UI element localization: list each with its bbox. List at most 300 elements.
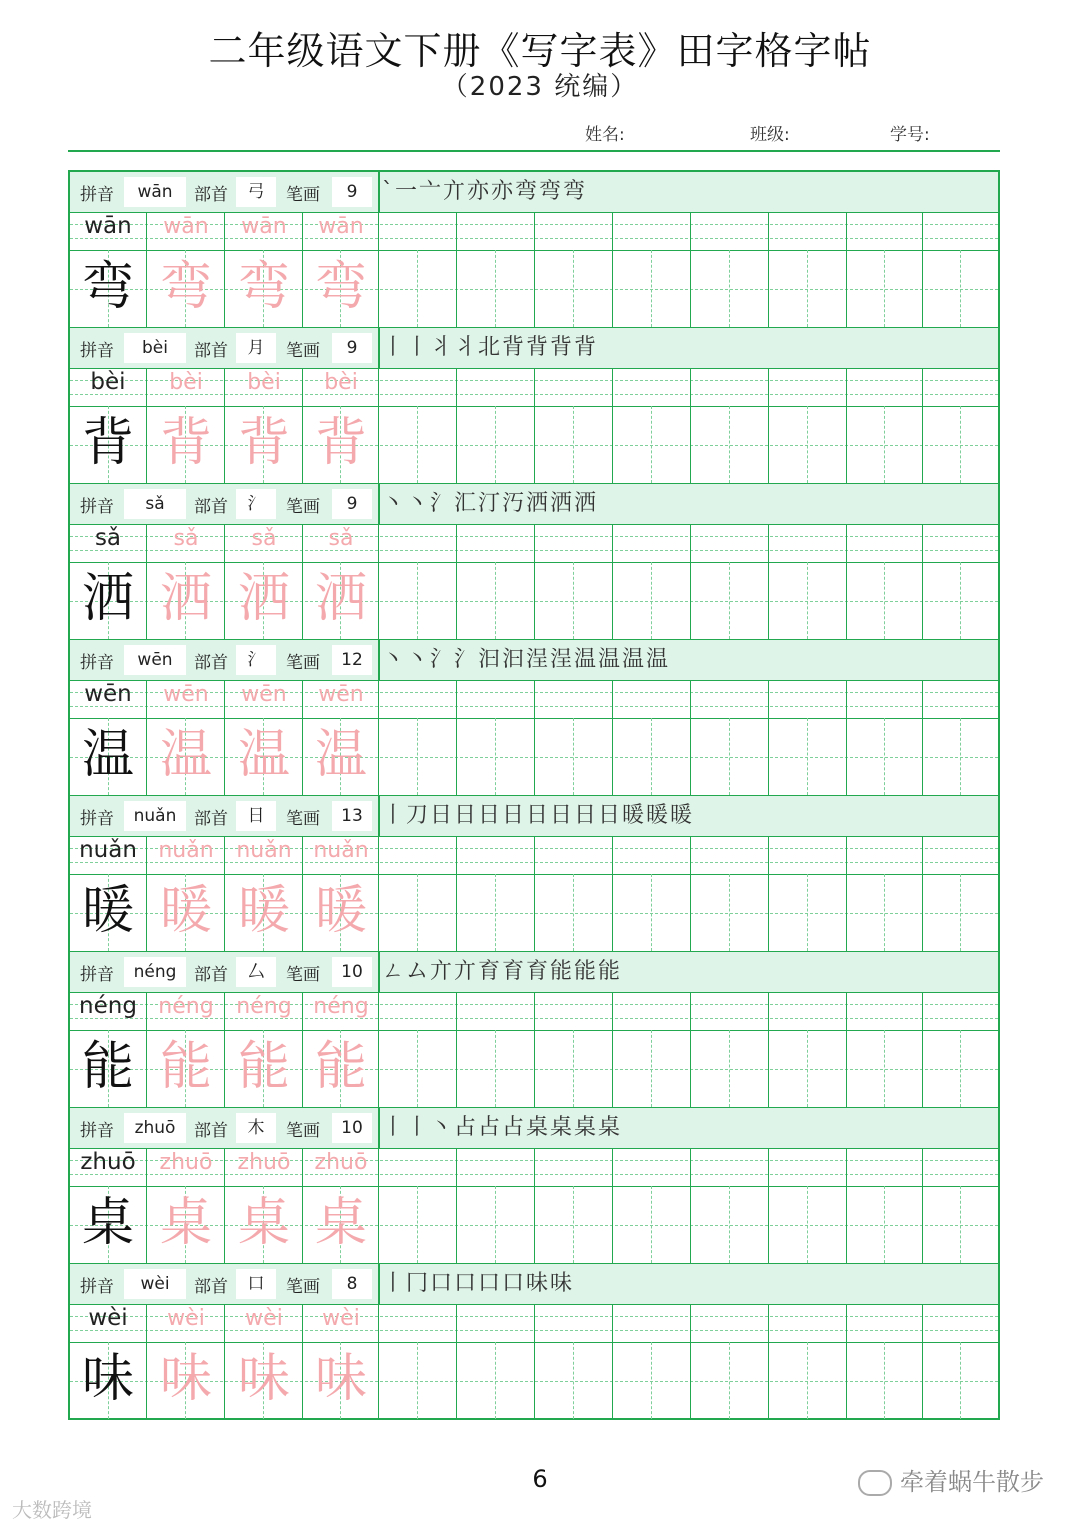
cell-border [146, 1304, 147, 1420]
stroke-count-value: 12 [332, 645, 372, 675]
cell-border [690, 524, 691, 640]
cell-border [534, 368, 535, 484]
cell-border [224, 212, 225, 328]
character-block [70, 1264, 998, 1420]
pinyin-trace: bèi [324, 370, 358, 395]
tian-midline-vertical [417, 874, 418, 951]
character-block [70, 484, 998, 640]
tian-midline-vertical [651, 874, 652, 951]
tian-midline-vertical [729, 562, 730, 639]
stroke-label: 笔画 [286, 497, 320, 517]
pinyin-label: 拼音 [80, 497, 114, 517]
cell-border [224, 524, 225, 640]
pinyin-model: wān [84, 213, 132, 239]
cell-border [456, 212, 457, 328]
tian-midline-vertical [495, 718, 496, 795]
cell-border [768, 992, 769, 1108]
tian-midline-vertical [573, 874, 574, 951]
radical-value: 弓 [236, 177, 276, 207]
cell-border [224, 992, 225, 1108]
pinyin-trace: nuǎn [236, 838, 292, 863]
character-trace: 味 [237, 1349, 290, 1409]
cell-border [846, 212, 847, 328]
tian-midline-vertical [807, 1030, 808, 1107]
cell-border [612, 368, 613, 484]
cell-border [846, 1148, 847, 1264]
character-model: 温 [81, 725, 134, 785]
pinyin-trace: bèi [247, 370, 281, 395]
stroke-label: 笔画 [286, 341, 320, 361]
pinyin-trace: wān [241, 214, 287, 239]
cell-border [146, 992, 147, 1108]
character-info-band [70, 640, 998, 681]
stroke-order-sequence: 丨丨丶占占占桌桌桌桌 [382, 1115, 623, 1140]
cell-border [612, 212, 613, 328]
pinyin-trace: wēn [163, 682, 209, 707]
character-trace: 桌 [237, 1193, 290, 1253]
cell-border [146, 368, 147, 484]
pinyin-label: 拼音 [80, 341, 114, 361]
tian-midline-vertical [495, 250, 496, 327]
tian-midline-vertical [573, 1342, 574, 1419]
cell-border [534, 524, 535, 640]
pinyin-label: 拼音 [80, 1277, 114, 1297]
cell-border [456, 368, 457, 484]
tian-midline-vertical [884, 718, 885, 795]
character-trace: 弯 [314, 257, 367, 317]
pinyin-model: sǎ [94, 525, 122, 551]
radical-label: 部首 [194, 341, 228, 361]
tian-midline-vertical [960, 250, 961, 327]
tian-midline-vertical [884, 406, 885, 483]
stroke-order-sequence: 丨丨丬丬北背背背背 [382, 335, 599, 360]
character-info-band [70, 1264, 998, 1305]
practice-sheet [68, 170, 1000, 1420]
pinyin-trace: néng [158, 994, 214, 1019]
band-separator [378, 796, 380, 836]
character-trace: 味 [314, 1349, 367, 1409]
stroke-order-sequence: 丨冂口口口口味味 [382, 1271, 575, 1296]
character-trace: 温 [237, 725, 290, 785]
tian-midline-vertical [417, 1030, 418, 1107]
cell-border [612, 524, 613, 640]
tian-midline-vertical [807, 874, 808, 951]
cell-border [456, 836, 457, 952]
cell-border [690, 1148, 691, 1264]
writing-grid [70, 524, 998, 640]
stroke-count-value: 13 [332, 801, 372, 831]
cell-border [612, 1148, 613, 1264]
stroke-label: 笔画 [286, 1121, 320, 1141]
cell-border [534, 836, 535, 952]
cell-border [456, 680, 457, 796]
pinyin-trace: wēn [318, 682, 364, 707]
radical-label: 部首 [194, 653, 228, 673]
cell-border [768, 524, 769, 640]
cell-border [846, 680, 847, 796]
stroke-label: 笔画 [286, 185, 320, 205]
character-model: 洒 [81, 569, 134, 629]
cell-border [690, 680, 691, 796]
cell-border [690, 368, 691, 484]
cell-border [146, 1148, 147, 1264]
pinyin-label: 拼音 [80, 653, 114, 673]
tian-midline-vertical [651, 1186, 652, 1263]
tian-midline-vertical [495, 406, 496, 483]
cell-border [456, 992, 457, 1108]
tian-midline-vertical [960, 1030, 961, 1107]
character-trace: 洒 [314, 569, 367, 629]
pinyin-trace: nuǎn [158, 838, 214, 863]
radical-value: 日 [236, 801, 276, 831]
pinyin-value: zhuō [124, 1113, 186, 1143]
radical-label: 部首 [194, 965, 228, 985]
cell-border [846, 1304, 847, 1420]
stroke-count-value: 10 [332, 1113, 372, 1143]
cell-border [224, 836, 225, 952]
character-trace: 背 [237, 413, 290, 473]
writing-grid [70, 1148, 998, 1264]
character-info-band [70, 172, 998, 213]
radical-value: 氵 [236, 645, 276, 675]
cell-border [690, 992, 691, 1108]
tian-midline-vertical [573, 1030, 574, 1107]
character-model: 味 [81, 1349, 134, 1409]
pinyin-value: nuǎn [124, 801, 186, 831]
character-trace: 洒 [159, 569, 212, 629]
cell-border [846, 992, 847, 1108]
pinyin-trace: wān [318, 214, 364, 239]
writing-grid [70, 1304, 998, 1420]
character-trace: 背 [159, 413, 212, 473]
tian-midline-vertical [651, 718, 652, 795]
character-info-band [70, 1108, 998, 1149]
radical-label: 部首 [194, 497, 228, 517]
tian-midline-vertical [651, 1030, 652, 1107]
pinyin-value: néng [124, 957, 186, 987]
pinyin-trace: sǎ [251, 526, 277, 551]
pinyin-trace: wān [163, 214, 209, 239]
writing-grid [70, 368, 998, 484]
tian-midline-vertical [960, 1186, 961, 1263]
tian-midline-vertical [417, 406, 418, 483]
writing-grid [70, 992, 998, 1108]
cell-border [534, 992, 535, 1108]
cell-border [534, 1148, 535, 1264]
tian-midline-vertical [417, 1186, 418, 1263]
cell-border [612, 836, 613, 952]
cell-border [612, 992, 613, 1108]
tian-midline-vertical [651, 562, 652, 639]
character-model: 背 [81, 413, 134, 473]
tian-midline-vertical [807, 718, 808, 795]
pinyin-trace: wèi [245, 1306, 283, 1331]
class-label: 班级: [750, 125, 790, 145]
cell-border [146, 680, 147, 796]
pinyin-model: zhuō [80, 1149, 136, 1175]
band-separator [378, 1108, 380, 1148]
tian-midline-vertical [651, 1342, 652, 1419]
pinyin-trace: zhuō [159, 1150, 213, 1175]
cell-border [146, 212, 147, 328]
cell-border [456, 1148, 457, 1264]
radical-value: 月 [236, 333, 276, 363]
pinyin-trace: sǎ [328, 526, 354, 551]
pinyin-model: néng [79, 993, 137, 1019]
character-block [70, 172, 998, 328]
pinyin-value: wēn [124, 645, 186, 675]
tian-midline-vertical [573, 1186, 574, 1263]
stroke-count-value: 9 [332, 489, 372, 519]
cell-border [534, 212, 535, 328]
character-info-band [70, 796, 998, 837]
character-trace: 弯 [237, 257, 290, 317]
page-number: 6 [532, 1465, 548, 1493]
cell-border [768, 1304, 769, 1420]
tian-midline-vertical [729, 1030, 730, 1107]
radical-value: 厶 [236, 957, 276, 987]
character-block [70, 796, 998, 952]
character-trace: 温 [159, 725, 212, 785]
stroke-label: 笔画 [286, 653, 320, 673]
band-separator [378, 952, 380, 992]
character-trace: 洒 [237, 569, 290, 629]
pinyin-label: 拼音 [80, 965, 114, 985]
brand-credit [858, 1462, 1044, 1497]
tian-midline-vertical [807, 1186, 808, 1263]
tian-midline-vertical [960, 874, 961, 951]
character-info-band [70, 484, 998, 525]
pinyin-trace: wèi [167, 1306, 205, 1331]
character-trace: 能 [159, 1037, 212, 1097]
pinyin-model: wèi [88, 1305, 128, 1331]
pinyin-trace: zhuō [237, 1150, 291, 1175]
cell-border [612, 1304, 613, 1420]
character-trace: 味 [159, 1349, 212, 1409]
radical-label: 部首 [194, 1277, 228, 1297]
radical-value: 口 [236, 1269, 276, 1299]
tian-midline-vertical [573, 406, 574, 483]
tian-midline-vertical [729, 1342, 730, 1419]
cell-border [224, 680, 225, 796]
stroke-order-sequence: 丶丶氵氵汩汩浧浧温温温温 [382, 647, 671, 672]
stroke-order-sequence: ㄥム亣亣育育育能能能 [382, 959, 623, 984]
cell-border [768, 836, 769, 952]
tian-midline-vertical [417, 1342, 418, 1419]
stroke-order-sequence: 丶丶氵汇汀汅洒洒洒 [382, 491, 599, 516]
pinyin-value: bèi [124, 333, 186, 363]
pinyin-trace: nuǎn [313, 838, 369, 863]
character-model: 桌 [81, 1193, 134, 1253]
cell-border [922, 1304, 923, 1420]
character-trace: 能 [237, 1037, 290, 1097]
stroke-count-value: 9 [332, 333, 372, 363]
radical-label: 部首 [194, 1121, 228, 1141]
tian-midline-vertical [417, 718, 418, 795]
writing-grid [70, 680, 998, 796]
stroke-label: 笔画 [286, 965, 320, 985]
cell-border [224, 1148, 225, 1264]
cell-border [922, 680, 923, 796]
pinyin-trace: wèi [322, 1306, 360, 1331]
pinyin-label: 拼音 [80, 1121, 114, 1141]
cell-border [922, 212, 923, 328]
tian-midline-vertical [651, 250, 652, 327]
page-subtitle: （2023 统编） [441, 72, 639, 102]
cell-border [146, 836, 147, 952]
pinyin-model: nuǎn [79, 837, 137, 863]
cell-border [846, 524, 847, 640]
tian-midline-vertical [884, 250, 885, 327]
name-label: 姓名: [585, 125, 625, 145]
tian-midline-vertical [884, 1342, 885, 1419]
tian-midline-vertical [495, 874, 496, 951]
pinyin-trace: zhuō [314, 1150, 368, 1175]
cell-border [534, 1304, 535, 1420]
tian-midline-vertical [729, 718, 730, 795]
character-trace: 弯 [159, 257, 212, 317]
cell-border [768, 680, 769, 796]
cell-border [534, 680, 535, 796]
tian-midline-vertical [960, 406, 961, 483]
character-model: 弯 [81, 257, 134, 317]
stroke-label: 笔画 [286, 809, 320, 829]
band-separator [378, 1264, 380, 1304]
cell-border [922, 1148, 923, 1264]
tian-midline-vertical [495, 1030, 496, 1107]
band-separator [378, 640, 380, 680]
character-trace: 暖 [314, 881, 367, 941]
tian-midline-vertical [960, 1342, 961, 1419]
pinyin-trace: bèi [169, 370, 203, 395]
radical-value: 氵 [236, 489, 276, 519]
character-block [70, 640, 998, 796]
radical-value: 木 [236, 1113, 276, 1143]
radical-label: 部首 [194, 809, 228, 829]
cell-border [224, 368, 225, 484]
writing-grid [70, 836, 998, 952]
tian-midline-vertical [729, 406, 730, 483]
pinyin-value: wèi [124, 1269, 186, 1299]
cell-border [922, 524, 923, 640]
character-trace: 桌 [159, 1193, 212, 1253]
stroke-label: 笔画 [286, 1277, 320, 1297]
tian-midline-vertical [960, 718, 961, 795]
pinyin-trace: wēn [241, 682, 287, 707]
band-separator [378, 328, 380, 368]
stroke-count-value: 9 [332, 177, 372, 207]
pinyin-label: 拼音 [80, 809, 114, 829]
stroke-order-sequence: 丨刀日日日日日日日日暖暖暖 [382, 803, 695, 828]
watermark: 大数跨境 [12, 1498, 92, 1522]
pinyin-value: sǎ [124, 489, 186, 519]
cell-border [456, 524, 457, 640]
cell-border [146, 524, 147, 640]
tian-midline-vertical [807, 562, 808, 639]
tian-midline-vertical [417, 250, 418, 327]
pinyin-trace: sǎ [173, 526, 199, 551]
student-id-label: 学号: [890, 125, 930, 145]
character-model: 能 [81, 1037, 134, 1097]
cell-border [922, 836, 923, 952]
character-trace: 暖 [159, 881, 212, 941]
tian-midline-vertical [884, 1186, 885, 1263]
tian-midline-vertical [807, 1342, 808, 1419]
page-title: 二年级语文下册《写字表》田字格字帖 [208, 29, 872, 73]
writing-grid [70, 212, 998, 328]
cell-border [612, 680, 613, 796]
pinyin-model: bèi [90, 369, 126, 395]
brand-name: 牵着蜗牛散步 [900, 1468, 1044, 1496]
character-trace: 暖 [237, 881, 290, 941]
tian-midline-vertical [884, 874, 885, 951]
pinyin-trace: néng [313, 994, 369, 1019]
tian-midline-vertical [729, 874, 730, 951]
cell-border [846, 368, 847, 484]
character-trace: 温 [314, 725, 367, 785]
cell-border [768, 1148, 769, 1264]
pinyin-label: 拼音 [80, 185, 114, 205]
cell-border [224, 1304, 225, 1420]
tian-midline-vertical [573, 250, 574, 327]
character-info-band [70, 328, 998, 369]
character-block [70, 1108, 998, 1264]
cell-border [922, 368, 923, 484]
cell-border [456, 1304, 457, 1420]
tian-midline-vertical [651, 406, 652, 483]
radical-label: 部首 [194, 185, 228, 205]
cell-border [768, 368, 769, 484]
tian-midline-vertical [729, 250, 730, 327]
tian-midline-vertical [417, 562, 418, 639]
cell-border [690, 212, 691, 328]
tian-midline-vertical [495, 562, 496, 639]
cell-border [690, 836, 691, 952]
tian-midline-vertical [960, 562, 961, 639]
cell-border [768, 212, 769, 328]
tian-midline-vertical [573, 718, 574, 795]
tian-midline-vertical [884, 1030, 885, 1107]
tian-midline-vertical [807, 250, 808, 327]
tian-midline-vertical [495, 1342, 496, 1419]
band-separator [378, 172, 380, 212]
pinyin-trace: néng [236, 994, 292, 1019]
band-separator [378, 484, 380, 524]
cell-border [922, 992, 923, 1108]
cell-border [846, 836, 847, 952]
character-trace: 能 [314, 1037, 367, 1097]
character-info-band [70, 952, 998, 993]
tian-midline-vertical [573, 562, 574, 639]
character-block [70, 328, 998, 484]
tian-midline-vertical [884, 562, 885, 639]
cell-border [690, 1304, 691, 1420]
tian-midline-vertical [729, 1186, 730, 1263]
header-divider [68, 150, 1000, 152]
pinyin-value: wān [124, 177, 186, 207]
wechat-icon [858, 1470, 892, 1496]
stroke-count-value: 8 [332, 1269, 372, 1299]
character-trace: 桌 [314, 1193, 367, 1253]
character-trace: 背 [314, 413, 367, 473]
character-block [70, 952, 998, 1108]
tian-midline-vertical [807, 406, 808, 483]
stroke-count-value: 10 [332, 957, 372, 987]
character-model: 暖 [81, 881, 134, 941]
stroke-order-sequence: `一亠亣亦亦弯弯弯 [382, 179, 588, 204]
pinyin-model: wēn [84, 681, 132, 707]
tian-midline-vertical [495, 1186, 496, 1263]
